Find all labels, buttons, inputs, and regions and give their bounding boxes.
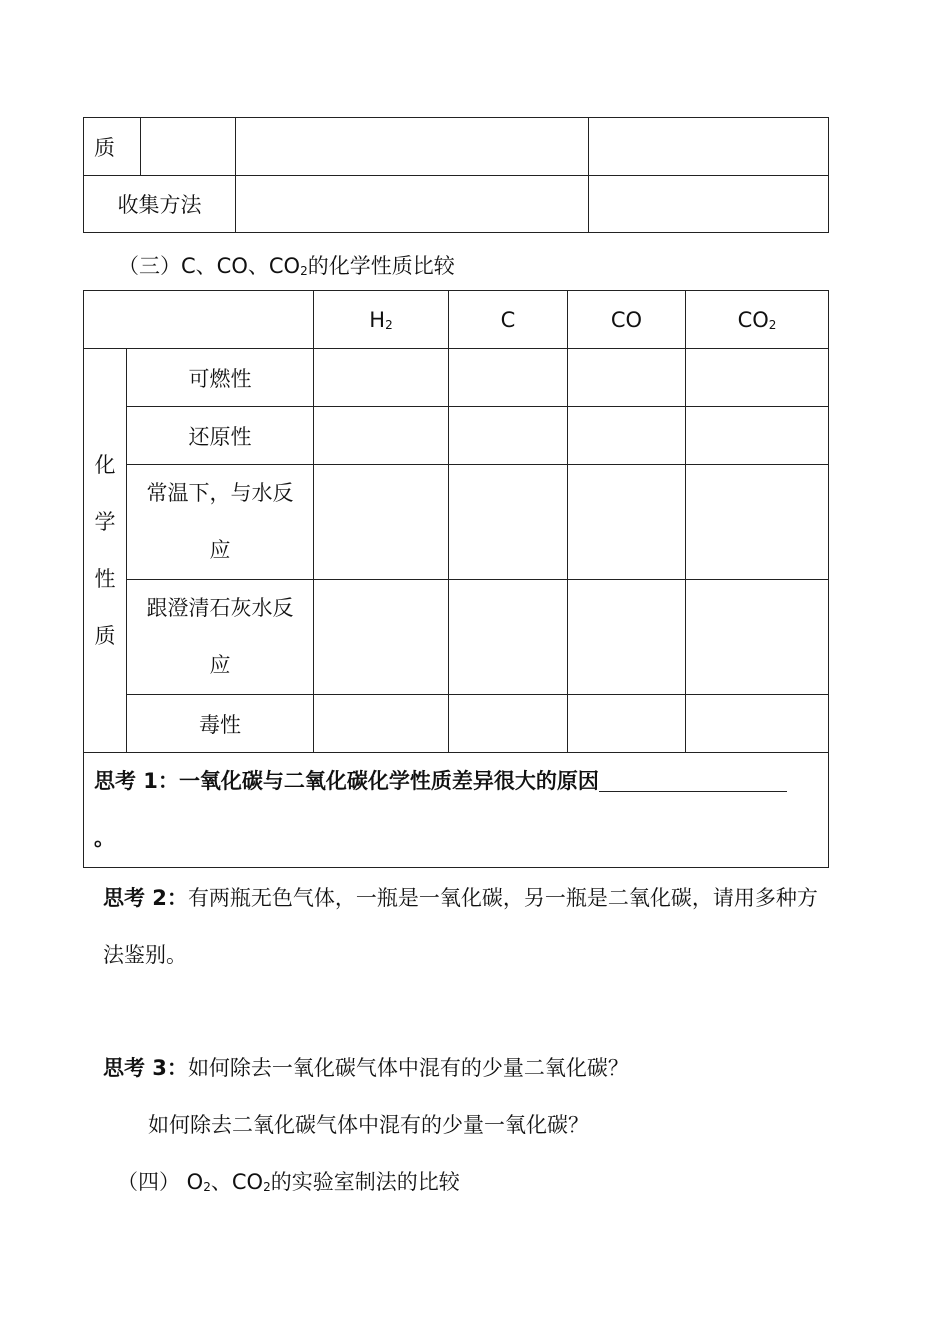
table-cell (568, 465, 686, 580)
table-cell (449, 407, 568, 465)
table-cell (449, 695, 568, 753)
header-co2: $CO_2$ (686, 291, 829, 349)
header-co: CO (568, 291, 686, 349)
think3-line2: 如何除去二氧化碳气体中混有的少量一氧化碳？ (148, 1113, 589, 1137)
table-cell (449, 465, 568, 580)
chemical-properties-table (83, 290, 829, 868)
table-cell (686, 695, 829, 753)
table-cell (314, 695, 449, 753)
header-empty-cell (84, 291, 314, 349)
think1-cell (84, 753, 829, 868)
table-cell (568, 349, 686, 407)
table-cell (589, 118, 829, 176)
table-cell (686, 580, 829, 695)
think3-line1: 思考 3：如何除去一氧化碳气体中混有的少量二氧化碳？ (103, 1056, 629, 1080)
row-label-water-reaction: 常温下，与水反 应 (127, 465, 314, 580)
think1-period: 。 (94, 826, 115, 850)
table-cell (314, 349, 449, 407)
table-cell (589, 176, 829, 233)
header-c: C (449, 291, 568, 349)
row-label-limewater-reaction: 跟澄清石灰水反 应 (127, 580, 314, 695)
table-cell (236, 176, 589, 233)
table-cell (686, 349, 829, 407)
section3-title: （三）C、CO、$CO_2$的化学性质比较 (118, 254, 455, 278)
think2-line2: 法鉴别。 (103, 943, 187, 967)
table-cell (568, 580, 686, 695)
table-cell (449, 349, 568, 407)
table-cell (141, 118, 236, 176)
group-label-chemical-properties: 化 学 性 质 (84, 349, 127, 753)
collection-table (83, 117, 829, 233)
table-cell (686, 407, 829, 465)
think2-line1: 思考 2：有两瓶无色气体，一瓶是一氧化碳，另一瓶是二氧化碳，请用多种方 (103, 886, 818, 910)
row-label-property: 质 (84, 118, 141, 176)
answer-blank[interactable] (599, 771, 787, 792)
row-label-combustibility: 可燃性 (127, 349, 314, 407)
row-label-toxicity: 毒性 (127, 695, 314, 753)
table-cell (686, 465, 829, 580)
table-cell (236, 118, 589, 176)
section4-title: （四） $O_2$、$CO_2$的实验室制法的比较 (117, 1170, 460, 1194)
table-cell (568, 407, 686, 465)
row-label-collection-method: 收集方法 (84, 176, 236, 233)
table-cell (314, 580, 449, 695)
table-cell (314, 465, 449, 580)
table-cell (568, 695, 686, 753)
header-h2: $H_2$ (314, 291, 449, 349)
table-cell (314, 407, 449, 465)
table-cell (449, 580, 568, 695)
row-label-reducibility: 还原性 (127, 407, 314, 465)
think1-question: 思考 1：一氧化碳与二氧化碳化学性质差异很大的原因 (94, 753, 828, 810)
